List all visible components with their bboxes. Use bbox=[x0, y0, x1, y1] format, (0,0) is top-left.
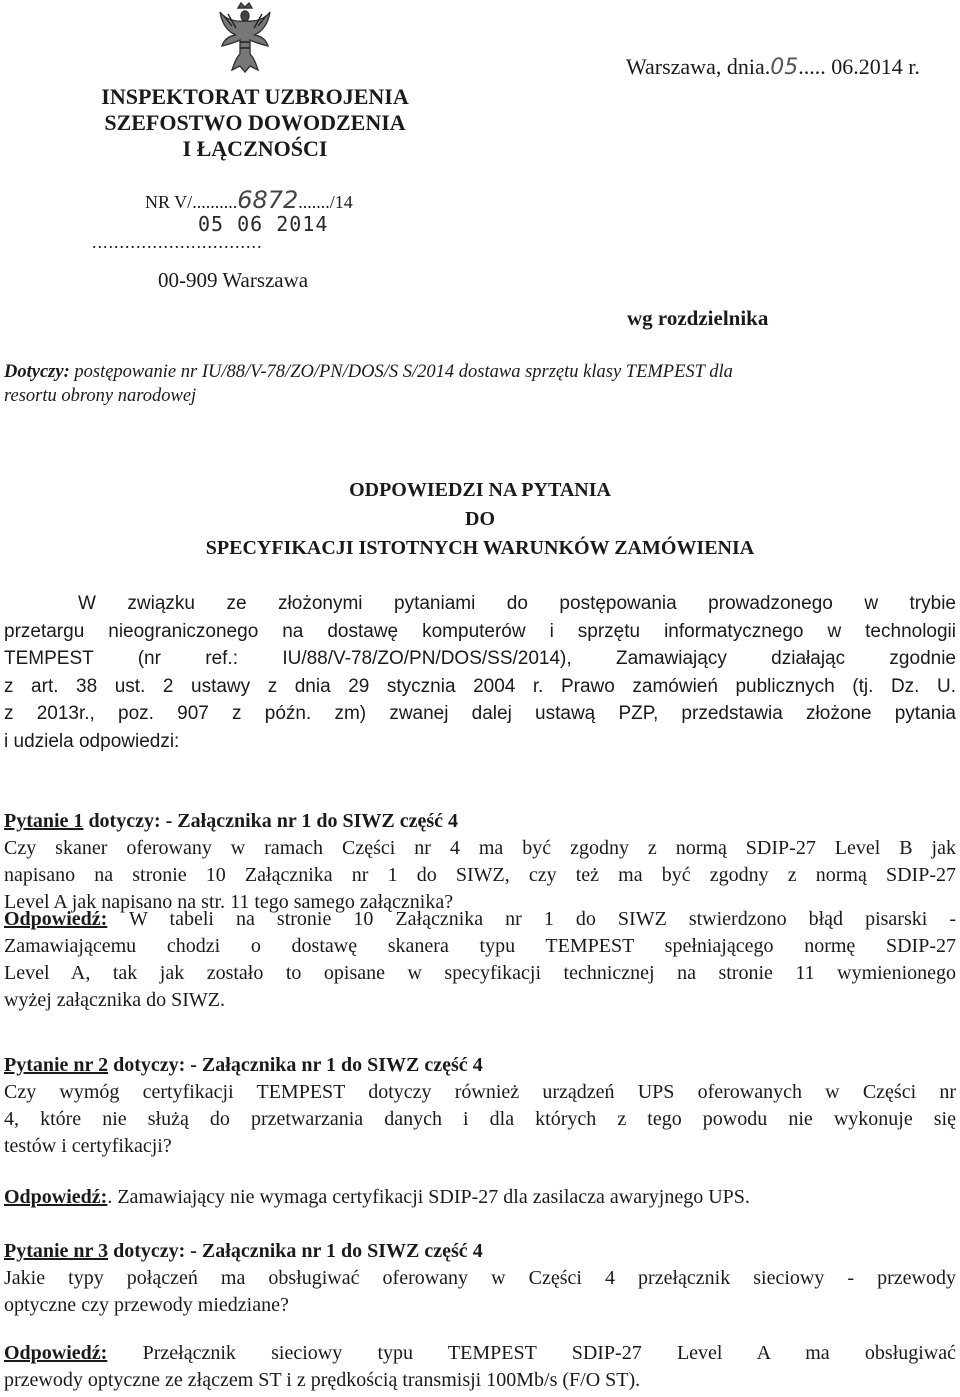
answer-3-line: przewody optyczne ze złączem ST i z prędkością transmisji 100Mb/s (F/O ST). bbox=[4, 1369, 641, 1391]
answer-1 bbox=[4, 906, 956, 1014]
answer-3 bbox=[4, 1340, 956, 1394]
answer-1-first-line bbox=[4, 906, 956, 933]
answer-2-line bbox=[4, 1184, 956, 1211]
intro-line: W związku ze złożonymi pytaniami do postępowania prowadzonego w trybie bbox=[78, 593, 956, 614]
reference-suffix: /14 bbox=[329, 192, 353, 212]
intro-line: i udziela odpowiedzi: bbox=[4, 730, 180, 752]
question-1-line: napisano na stronie 10 Załącznika nr 1 do SIWZ, czy też ma być zgodny z normą SDIP-27 bbox=[4, 864, 956, 886]
intro-line: z art. 38 ust. 2 ustawy z dnia 29 stycznia 2004 r. Prawo zamówień publicznych (tj. Dz. U. bbox=[4, 675, 956, 697]
question-2-topic: dotyczy: - Załącznika nr 1 do SIWZ część 4 bbox=[108, 1054, 483, 1076]
question-1-label: Pytanie 1 bbox=[4, 810, 84, 832]
answer-1-first-text: W tabeli na stronie 10 Załącznika nr 1 do SIWZ stwierdzono błąd pisarski - bbox=[107, 908, 956, 930]
title-line-1: ODPOWIEDZI NA PYTANIA bbox=[349, 479, 611, 501]
subject-line-2: resortu obrony narodowej bbox=[4, 386, 197, 406]
place-date-dots: ..... bbox=[798, 54, 826, 79]
office-line-2: SZEFOSTWO DOWODZENIA bbox=[104, 110, 406, 135]
office-line-3: I ŁĄCZNOŚCI bbox=[182, 136, 328, 161]
answer-3-first-line bbox=[4, 1340, 956, 1367]
issuing-office bbox=[70, 84, 440, 162]
dotted-line: ............................... bbox=[92, 232, 263, 252]
place-date-prefix: Warszawa, dnia. bbox=[626, 54, 771, 79]
eagle-emblem-icon bbox=[218, 2, 272, 76]
document-title bbox=[0, 476, 960, 563]
reference-handwritten: 6872 bbox=[237, 186, 299, 214]
answer-2-text: . Zamawiający nie wymaga certyfikacji SDIP-27 dla zasilacza awaryjnego UPS. bbox=[107, 1186, 750, 1208]
answer-3-first-text: Przełącznik sieciowy typu TEMPEST SDIP-27 Level A ma obsługiwać bbox=[107, 1342, 956, 1364]
place-date-day-handwritten: 05 bbox=[770, 55, 799, 80]
question-2-line: testów i certyfikacji? bbox=[4, 1135, 172, 1157]
intro-line: przetargu nieograniczonego na dostawę komputerów i sprzętu informatycznego w technologii bbox=[4, 620, 956, 642]
question-3-line: optyczne czy przewody miedziane? bbox=[4, 1294, 289, 1316]
question-3-heading bbox=[4, 1238, 956, 1265]
office-line-1: INSPEKTORAT UZBROJENIA bbox=[101, 84, 409, 109]
reference-dots-b: ....... bbox=[298, 192, 330, 212]
question-2 bbox=[4, 1052, 956, 1160]
question-1-heading bbox=[4, 808, 956, 835]
answer-1-line: Zamawiającemu chodzi o dostawę skanera typu TEMPEST spełniającego normę SDIP-27 bbox=[4, 935, 956, 957]
question-1 bbox=[4, 808, 956, 916]
question-3-topic: dotyczy: - Załącznika nr 1 do SIWZ część 4 bbox=[108, 1240, 483, 1262]
reference-prefix: NR V/ bbox=[145, 192, 193, 212]
intro-line: z 2013r., poz. 907 z późn. zm) zwanej dalej ustawą PZP, przedstawia złożone pytania bbox=[4, 703, 956, 724]
title-line-3: SPECYFIKACJI ISTOTNYCH WARUNKÓW ZAMÓWIENIA bbox=[205, 537, 755, 559]
answer-1-line: Level A, tak jak zostało to opisane w specyfikacji technicznej na stronie 11 wymienionego bbox=[4, 962, 956, 984]
intro-paragraph bbox=[4, 590, 956, 755]
question-1-line: Level A jak napisano na str. 11 tego samego załącznika? bbox=[4, 891, 454, 913]
reference-dots-a: .......... bbox=[192, 192, 238, 212]
question-2-label: Pytanie nr 2 bbox=[4, 1054, 109, 1076]
intro-line: TEMPEST (nr ref.: IU/88/V-78/ZO/PN/DOS/SS/2014), Zamawiający działając zgodnie bbox=[4, 648, 956, 669]
answer-1-label: Odpowiedź: bbox=[4, 908, 108, 930]
question-1-topic: dotyczy: - Załącznika nr 1 do SIWZ część 4 bbox=[83, 810, 459, 832]
question-2-line: 4, które nie służą do przetwarzania danych i dla których z tego powodu nie wykonuje się bbox=[4, 1108, 956, 1130]
place-and-date bbox=[626, 54, 920, 80]
title-line-2: DO bbox=[465, 508, 495, 530]
recipient: wg rozdzielnika bbox=[627, 306, 769, 330]
question-3-line: Jakie typy połączeń ma obsługiwać oferowany w Części 4 przełącznik sieciowy - przewody bbox=[4, 1267, 956, 1289]
subject-line-1: postępowanie nr IU/88/V-78/ZO/PN/DOS/S S/2014 dostawa sprzętu klasy TEMPEST dla bbox=[69, 362, 733, 382]
question-2-heading bbox=[4, 1052, 956, 1079]
question-1-line: Czy skaner oferowany w ramach Części nr 4 ma być zgodny z normą SDIP-27 Level B jak bbox=[4, 837, 956, 859]
subject-block bbox=[4, 360, 944, 408]
answer-1-line: wyżej załącznika do SIWZ. bbox=[4, 989, 226, 1011]
answer-3-label: Odpowiedź: bbox=[4, 1342, 108, 1364]
date-stamp: 05 06 2014 bbox=[198, 212, 329, 236]
question-3 bbox=[4, 1238, 956, 1319]
place-date-rest: 06.2014 r. bbox=[825, 54, 920, 79]
question-3-label: Pytanie nr 3 bbox=[4, 1240, 109, 1262]
postal-address: 00-909 Warszawa bbox=[158, 268, 309, 292]
answer-2 bbox=[4, 1184, 956, 1211]
question-2-line: Czy wymóg certyfikacji TEMPEST dotyczy również urządzeń UPS oferowanych w Części nr bbox=[4, 1081, 956, 1103]
subject-label: Dotyczy: bbox=[4, 362, 70, 382]
reference-number bbox=[145, 186, 353, 214]
answer-2-label: Odpowiedź: bbox=[4, 1186, 108, 1208]
